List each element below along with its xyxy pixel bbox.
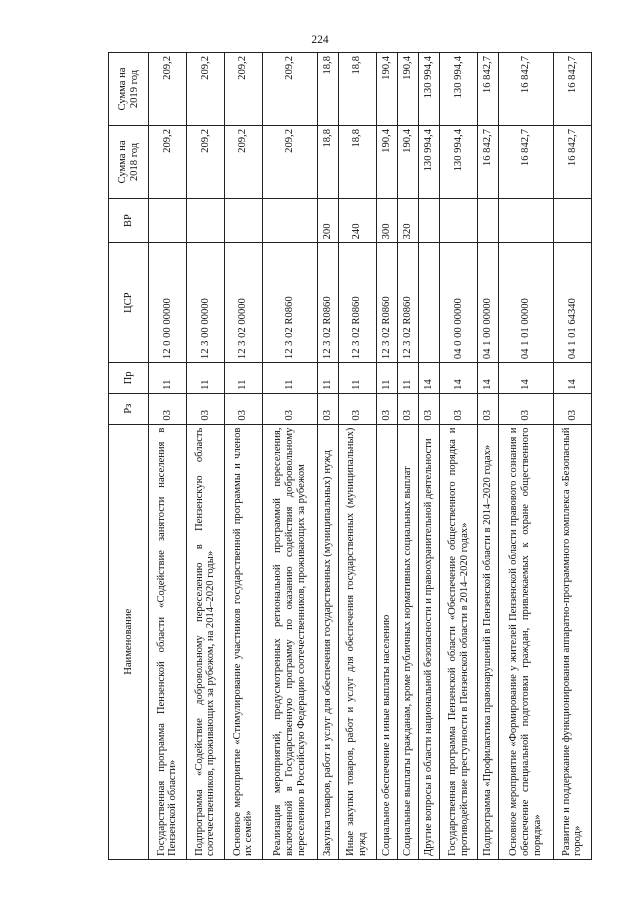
row-csr: 12 3 02 R0860 — [376, 243, 397, 363]
row-vr — [186, 198, 224, 242]
table-row — [418, 53, 439, 860]
row-sum-2018: 18,8 — [338, 126, 376, 199]
row-sum-2019: 190,4 — [397, 53, 418, 126]
table-row — [553, 53, 591, 860]
table-row — [338, 53, 376, 860]
row-rz: 03 — [440, 393, 478, 424]
row-pr: 11 — [338, 363, 376, 394]
header-csr: ЦСР — [109, 243, 149, 363]
row-csr: 12 3 02 R0860 — [262, 243, 317, 363]
row-sum-2018: 209,2 — [262, 126, 317, 199]
table-row — [186, 53, 224, 860]
row-sum-2018: 16 842,7 — [499, 126, 554, 199]
row-csr: 04 0 00 00000 — [440, 243, 478, 363]
row-sum-2018: 209,2 — [149, 126, 187, 199]
row-pr: 11 — [317, 363, 338, 394]
row-sum-2019: 16 842,7 — [553, 53, 591, 126]
row-name: Государственная программа Пензенской области «Обеспечение общественного порядка и противодействие преступности в Пензенской области в 2014–2020 годах» — [440, 424, 478, 859]
page-number: 224 — [311, 34, 329, 46]
row-sum-2019: 18,8 — [317, 53, 338, 126]
table-row — [499, 53, 554, 860]
row-sum-2019: 18,8 — [338, 53, 376, 126]
row-name: Закупка товаров, работ и услуг для обеспечения государственных (муниципальных) нужд — [317, 424, 338, 859]
row-rz: 03 — [478, 393, 499, 424]
row-sum-2018: 190,4 — [376, 126, 397, 199]
row-csr: 12 3 00 00000 — [186, 243, 224, 363]
row-rz: 03 — [224, 393, 262, 424]
row-pr: 14 — [440, 363, 478, 394]
row-rz: 03 — [499, 393, 554, 424]
table-row — [317, 53, 338, 860]
row-sum-2019: 16 842,7 — [478, 53, 499, 126]
row-vr — [149, 198, 187, 242]
row-name: Реализация мероприятий, предусмотренных региональной программой переселения, включенной в Государственную программу по оказанию содействия добровольному переселению в Российскую Федерацию соотечественников, проживающих за рубежом — [262, 424, 317, 859]
row-rz: 03 — [262, 393, 317, 424]
header-rz: Рз — [109, 393, 149, 424]
row-csr: 12 3 02 00000 — [224, 243, 262, 363]
row-sum-2018: 16 842,7 — [553, 126, 591, 199]
row-sum-2018: 209,2 — [224, 126, 262, 199]
row-rz: 03 — [186, 393, 224, 424]
table-row — [440, 53, 478, 860]
row-vr: 240 — [338, 198, 376, 242]
row-pr: 11 — [262, 363, 317, 394]
row-name: Государственная программа Пензенской области «Содействие занятости населения в Пензенской области» — [149, 424, 187, 859]
row-name: Другие вопросы в области национальной безопасности и правоохранительной деятельности — [418, 424, 439, 859]
table-row — [478, 53, 499, 860]
row-vr — [224, 198, 262, 242]
row-csr: 04 1 00 00000 — [478, 243, 499, 363]
row-vr — [553, 198, 591, 242]
row-name: Иные закупки товаров, работ и услуг для обеспечения государственных (муниципальных) нужд — [338, 424, 376, 859]
header-name: Наименование — [109, 424, 149, 859]
row-rz: 03 — [397, 393, 418, 424]
row-pr: 14 — [418, 363, 439, 394]
row-vr: 200 — [317, 198, 338, 242]
row-name: Подпрограмма «Содействие добровольному переселению в Пензенскую область соотечественников, проживающих за рубежом, на 2014–2020 годы» — [186, 424, 224, 859]
row-name: Развитие и поддержание функционирования аппаратно-программного комплекса «Безопасный город» — [553, 424, 591, 859]
row-csr: 04 1 01 64340 — [553, 243, 591, 363]
row-vr: 300 — [376, 198, 397, 242]
row-vr — [262, 198, 317, 242]
row-sum-2019: 209,2 — [262, 53, 317, 126]
row-sum-2019: 209,2 — [149, 53, 187, 126]
table-row — [397, 53, 418, 860]
row-sum-2019: 130 994,4 — [440, 53, 478, 126]
row-sum-2018: 209,2 — [186, 126, 224, 199]
row-sum-2018: 130 994,4 — [440, 126, 478, 199]
header-sum-2019: Сумма на 2019 год — [109, 53, 149, 126]
row-pr: 11 — [224, 363, 262, 394]
row-csr — [418, 243, 439, 363]
budget-table — [108, 52, 592, 860]
row-vr — [478, 198, 499, 242]
row-sum-2018: 190,4 — [397, 126, 418, 199]
row-csr: 12 3 02 R0860 — [317, 243, 338, 363]
table-row — [262, 53, 317, 860]
rotated-table-frame — [108, 52, 592, 860]
row-rz: 03 — [376, 393, 397, 424]
row-name: Социальное обеспечение и иные выплаты населению — [376, 424, 397, 859]
table-row — [376, 53, 397, 860]
row-rz: 03 — [317, 393, 338, 424]
table-row — [149, 53, 187, 860]
row-sum-2019: 209,2 — [186, 53, 224, 126]
row-rz: 03 — [149, 393, 187, 424]
row-vr — [499, 198, 554, 242]
row-csr: 12 3 02 R0860 — [338, 243, 376, 363]
row-sum-2019: 209,2 — [224, 53, 262, 126]
row-rz: 03 — [418, 393, 439, 424]
row-name: Основное мероприятие «Формирование у жителей Пензенской области правового сознания и обеспечение специальной подготовки граждан, привлекаемых к охране общественного порядка» — [499, 424, 554, 859]
row-name: Подпрограмма «Профилактика правонарушений в Пензенской области в 2014–2020 годах» — [478, 424, 499, 859]
row-csr: 04 1 01 00000 — [499, 243, 554, 363]
row-sum-2019: 16 842,7 — [499, 53, 554, 126]
row-sum-2019: 130 994,4 — [418, 53, 439, 126]
row-vr — [418, 198, 439, 242]
header-pr: Пр — [109, 363, 149, 394]
row-csr: 12 3 02 R0860 — [397, 243, 418, 363]
row-rz: 03 — [338, 393, 376, 424]
row-pr: 11 — [149, 363, 187, 394]
table-header-row — [109, 53, 149, 860]
row-sum-2018: 16 842,7 — [478, 126, 499, 199]
rotated-table-container — [108, 52, 592, 860]
header-vr: ВР — [109, 198, 149, 242]
header-sum-2018: Сумма на 2018 год — [109, 126, 149, 199]
table-row — [224, 53, 262, 860]
row-sum-2019: 190,4 — [376, 53, 397, 126]
row-pr: 11 — [376, 363, 397, 394]
row-sum-2018: 18,8 — [317, 126, 338, 199]
row-name: Социальные выплаты гражданам, кроме публичных нормативных социальных выплат — [397, 424, 418, 859]
row-vr: 320 — [397, 198, 418, 242]
row-name: Основное мероприятие «Стимулирование участников государственной программы и членов их семей» — [224, 424, 262, 859]
row-pr: 11 — [186, 363, 224, 394]
row-vr — [440, 198, 478, 242]
row-csr: 12 0 00 00000 — [149, 243, 187, 363]
row-pr: 14 — [478, 363, 499, 394]
row-pr: 14 — [553, 363, 591, 394]
row-pr: 14 — [499, 363, 554, 394]
table-body — [149, 53, 592, 860]
row-rz: 03 — [553, 393, 591, 424]
row-sum-2018: 130 994,4 — [418, 126, 439, 199]
row-pr: 11 — [397, 363, 418, 394]
